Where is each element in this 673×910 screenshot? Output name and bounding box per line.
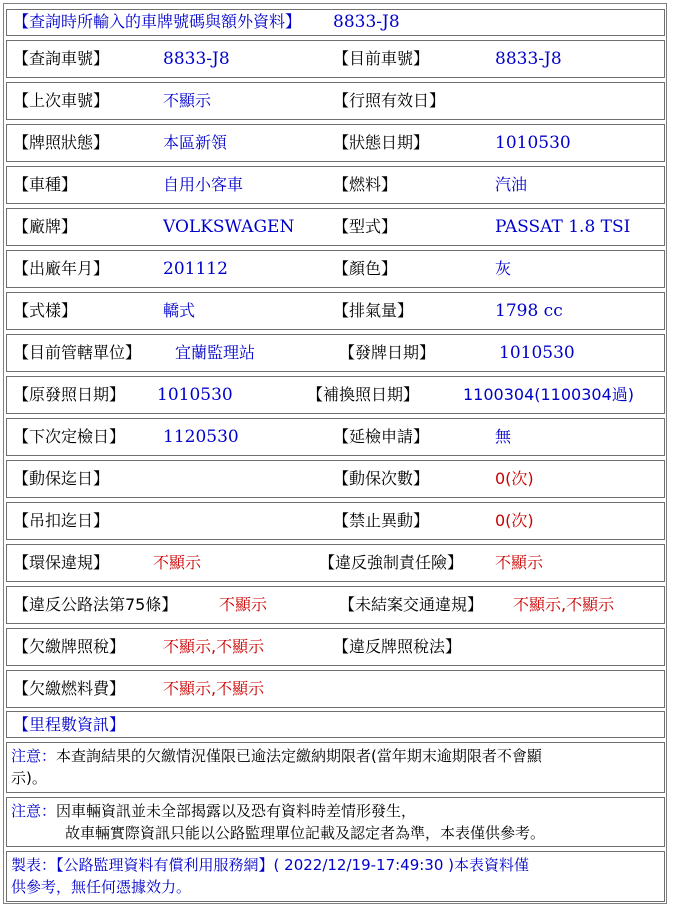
field-value: 灰	[495, 259, 512, 278]
field-value: 1120530	[163, 427, 239, 447]
query-header	[6, 9, 665, 36]
field-label: 【欠繳牌照稅】	[13, 637, 126, 656]
field-label: 【上次車號】	[13, 91, 110, 110]
query-header-label: 【查詢時所輸入的車牌號碼與額外資料】	[13, 12, 302, 31]
field-value: 8833-J8	[163, 49, 230, 69]
info-row	[6, 166, 665, 204]
note-2-line-2: 故車輛實際資訊只能以公路監理單位記載及認定者為準，本表僅供參考。	[65, 824, 546, 842]
field-value: 不顯示	[153, 553, 202, 572]
info-row	[6, 40, 665, 78]
field-label: 【違反強制責任險】	[319, 553, 464, 572]
field-label: 【發牌日期】	[339, 343, 436, 362]
field-label: 【未結案交通違規】	[339, 595, 484, 614]
field-value: 201112	[163, 259, 228, 279]
info-row	[6, 586, 665, 624]
field-value: 不顯示,不顯示	[513, 595, 615, 614]
report-footer	[6, 851, 665, 902]
info-row	[6, 124, 665, 162]
info-row	[6, 82, 665, 120]
info-row	[6, 628, 665, 666]
note-2	[6, 797, 665, 847]
field-value: 1100304(1100304過)	[463, 385, 635, 404]
info-row	[6, 418, 665, 456]
query-header-plate: 8833-J8	[333, 12, 400, 32]
field-value: 不顯示,不顯示	[163, 637, 265, 656]
field-label: 【動保次數】	[333, 469, 430, 488]
info-row	[6, 208, 665, 246]
field-value: 1010530	[157, 385, 233, 405]
mileage-label: 【里程數資訊】	[13, 715, 126, 734]
field-label: 【牌照狀態】	[13, 133, 110, 152]
field-label: 【環保違規】	[13, 553, 110, 572]
field-label: 【排氣量】	[333, 301, 414, 320]
field-value: 本區新領	[163, 133, 228, 152]
info-row	[6, 334, 665, 372]
field-label: 【欠繳燃料費】	[13, 679, 126, 698]
field-value: 0(次)	[495, 469, 534, 488]
footer-text-cont: 供參考，無任何憑據效力。	[11, 878, 192, 896]
field-label: 【車種】	[13, 175, 78, 194]
field-value: 1798 cc	[495, 301, 563, 321]
field-value: 8833-J8	[495, 49, 562, 69]
field-value: 1010530	[495, 133, 571, 153]
note-1-text: 本查詢結果的欠繳情況僅限已逾法定繳納期限者(當年期末逾期限者不會顯	[56, 747, 542, 765]
info-row	[6, 250, 665, 288]
field-label: 【廠牌】	[13, 217, 78, 236]
field-label: 【顏色】	[333, 259, 398, 278]
field-value: PASSAT 1.8 TSI	[495, 217, 631, 237]
footer-text: 本表資料僅	[454, 856, 530, 874]
field-label: 【目前車號】	[333, 49, 430, 68]
footer-time: ( 2022/12/19-17:49:30 )	[273, 856, 455, 874]
note-1-label: 注意：	[11, 747, 57, 765]
field-value: 無	[495, 427, 512, 446]
field-value: 1010530	[499, 343, 575, 363]
field-value: 不顯示	[495, 553, 544, 572]
field-value: 不顯示	[163, 91, 212, 110]
mileage-section	[6, 711, 665, 738]
field-label: 【禁止異動】	[333, 511, 430, 530]
info-row	[6, 544, 665, 582]
field-value: VOLKSWAGEN	[163, 217, 295, 237]
field-label: 【出廠年月】	[13, 259, 110, 278]
field-label: 【燃料】	[333, 175, 398, 194]
note-2-line-1: 因車輛資訊並未全部揭露以及恐有資料時差情形發生，	[56, 802, 417, 820]
field-label: 【補換照日期】	[307, 385, 420, 404]
info-row	[6, 460, 665, 498]
note-2-label: 注意：	[11, 802, 57, 820]
field-value: 不顯示	[219, 595, 268, 614]
field-label: 【違反公路法第75條】	[13, 595, 178, 614]
field-label: 【目前管轄單位】	[13, 343, 142, 362]
field-label: 【下次定檢日】	[13, 427, 126, 446]
field-label: 【延檢申請】	[333, 427, 430, 446]
info-row	[6, 376, 665, 414]
footer-source: 【公路監理資料有償利用服務網】	[56, 856, 274, 874]
field-value: 宜蘭監理站	[175, 343, 256, 362]
field-label: 【吊扣迄日】	[13, 511, 110, 530]
field-label: 【行照有效日】	[333, 91, 446, 110]
field-value: 自用小客車	[163, 175, 244, 194]
field-label: 【動保迄日】	[13, 469, 110, 488]
field-value: 不顯示,不顯示	[163, 679, 265, 698]
field-label: 【式樣】	[13, 301, 78, 320]
field-label: 【違反牌照稅法】	[333, 637, 462, 656]
field-value: 汽油	[495, 175, 528, 194]
field-value: 轎式	[163, 301, 196, 320]
info-row	[6, 292, 665, 330]
field-label: 【狀態日期】	[333, 133, 430, 152]
field-label: 【型式】	[333, 217, 398, 236]
info-row	[6, 670, 665, 708]
field-label: 【原發照日期】	[13, 385, 126, 404]
field-value: 0(次)	[495, 511, 534, 530]
footer-label: 製表：	[11, 856, 57, 874]
field-label: 【查詢車號】	[13, 49, 110, 68]
info-row	[6, 502, 665, 540]
note-1-text-cont: 示)。	[11, 769, 47, 787]
note-1	[6, 742, 665, 793]
